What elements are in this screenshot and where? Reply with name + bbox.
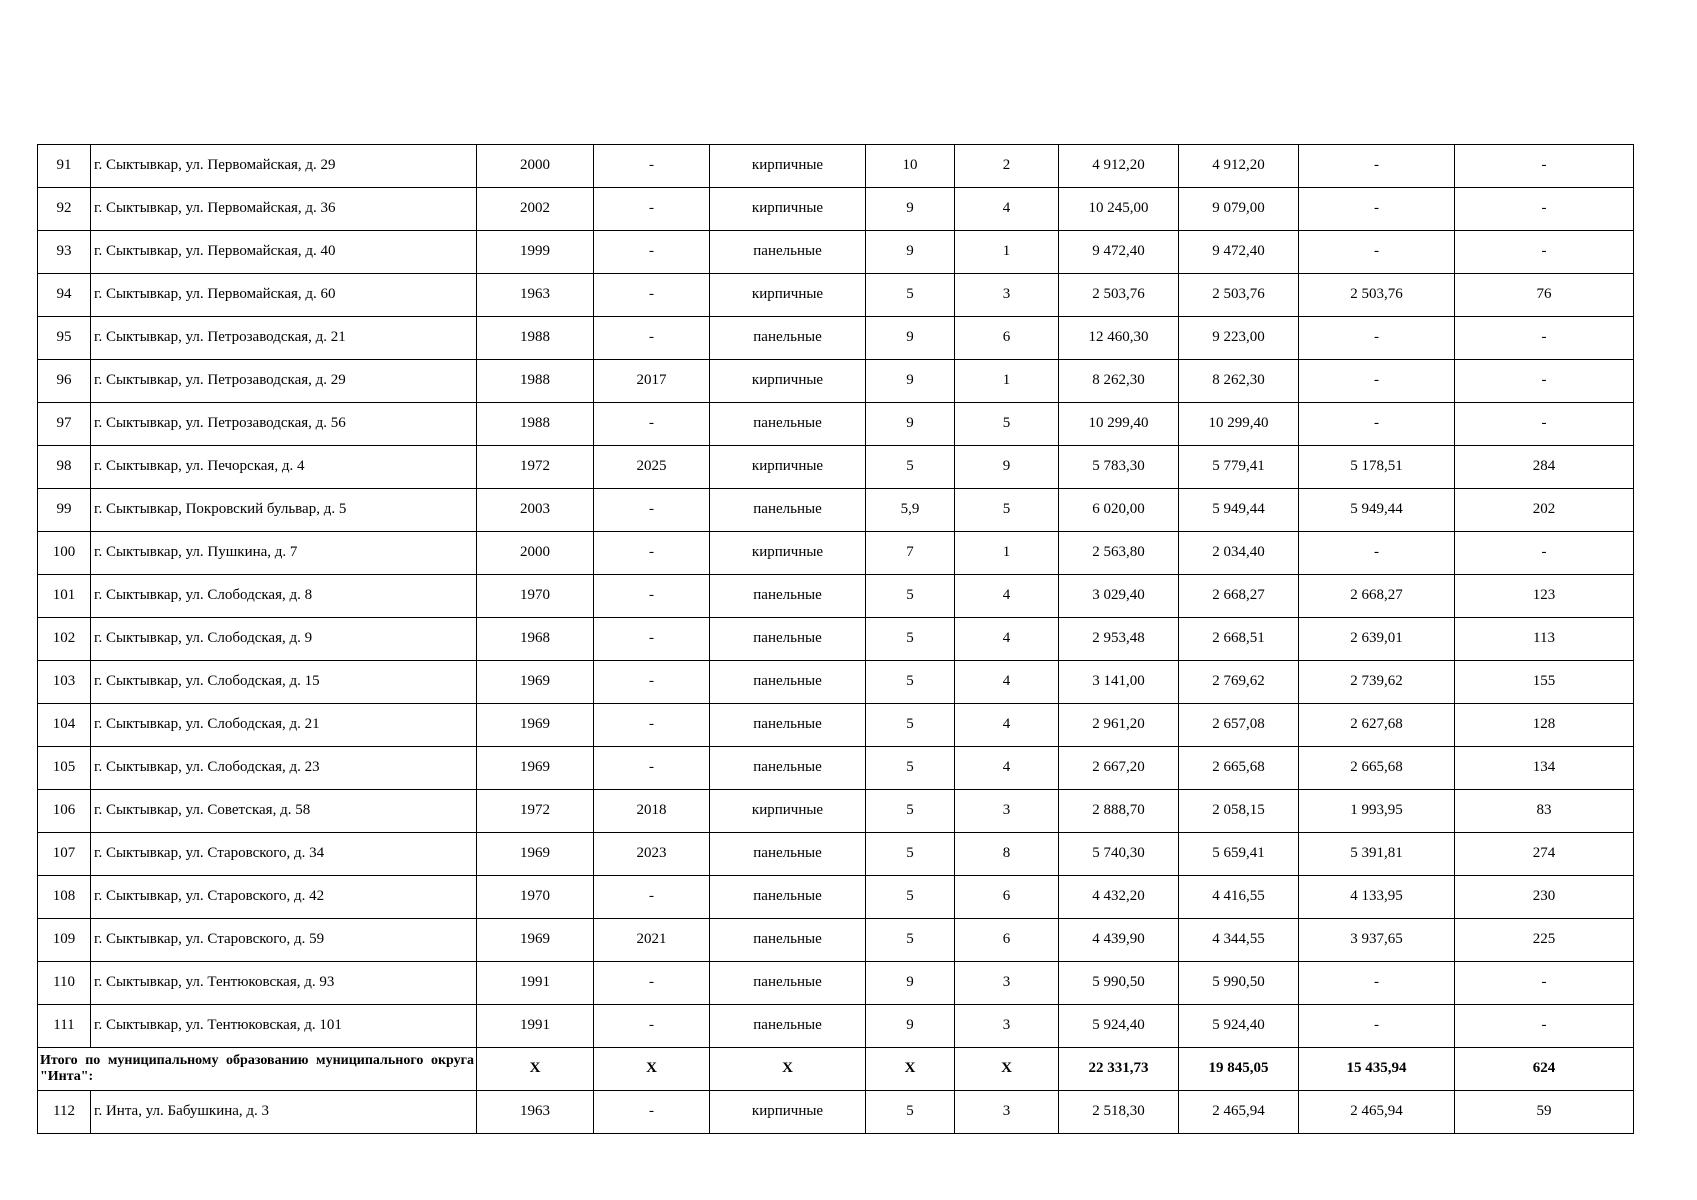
cell-year-built: 2003 — [477, 489, 594, 532]
cell-number: 101 — [38, 575, 91, 618]
cell-floors: 5 — [866, 833, 955, 876]
cell-floors: 5 — [866, 618, 955, 661]
cell-total-area: 2 953,48 — [1059, 618, 1179, 661]
cell-wall-material: кирпичные — [710, 446, 866, 489]
cell-total-area: 10 299,40 — [1059, 403, 1179, 446]
cell-entrances: 3 — [955, 274, 1059, 317]
cell-residents: 134 — [1455, 747, 1634, 790]
table-row — [38, 360, 1634, 403]
cell-year-overhaul: - — [594, 317, 710, 360]
cell-residents: 225 — [1455, 919, 1634, 962]
cell-address: г. Сыктывкар, ул. Слободская, д. 15 — [91, 661, 477, 704]
cell-total-area: 2 563,80 — [1059, 532, 1179, 575]
cell-year-built: 1988 — [477, 360, 594, 403]
cell-year-overhaul: 2023 — [594, 833, 710, 876]
cell-area-a: 4 912,20 — [1179, 145, 1299, 188]
subtotal-floors: X — [866, 1048, 955, 1091]
cell-year-overhaul: 2018 — [594, 790, 710, 833]
subtotal-area-a: 19 845,05 — [1179, 1048, 1299, 1091]
cell-address: г. Сыктывкар, ул. Тентюковская, д. 93 — [91, 962, 477, 1005]
cell-area-a: 2 668,27 — [1179, 575, 1299, 618]
cell-address: г. Сыктывкар, ул. Пушкина, д. 7 — [91, 532, 477, 575]
cell-residents: 83 — [1455, 790, 1634, 833]
table-row — [38, 790, 1634, 833]
cell-total-area: 2 503,76 — [1059, 274, 1179, 317]
cell-year-built: 1968 — [477, 618, 594, 661]
subtotal-area-b: 15 435,94 — [1299, 1048, 1455, 1091]
cell-entrances: 2 — [955, 145, 1059, 188]
cell-area-b: 3 937,65 — [1299, 919, 1455, 962]
cell-number: 106 — [38, 790, 91, 833]
cell-address: г. Сыктывкар, ул. Слободская, д. 21 — [91, 704, 477, 747]
cell-floors: 5 — [866, 661, 955, 704]
cell-year-overhaul: - — [594, 231, 710, 274]
cell-area-a: 9 223,00 — [1179, 317, 1299, 360]
cell-year-overhaul: - — [594, 188, 710, 231]
subtotal-year-overhaul: X — [594, 1048, 710, 1091]
cell-area-a: 5 990,50 — [1179, 962, 1299, 1005]
cell-area-a: 9 472,40 — [1179, 231, 1299, 274]
cell-area-b: 2 739,62 — [1299, 661, 1455, 704]
cell-address: г. Сыктывкар, ул. Тентюковская, д. 101 — [91, 1005, 477, 1048]
cell-area-a: 2 465,94 — [1179, 1091, 1299, 1134]
table-row — [38, 403, 1634, 446]
cell-address: г. Сыктывкар, ул. Первомайская, д. 40 — [91, 231, 477, 274]
cell-number: 108 — [38, 876, 91, 919]
cell-area-b: - — [1299, 188, 1455, 231]
subtotal-residents: 624 — [1455, 1048, 1634, 1091]
cell-area-b: 5 178,51 — [1299, 446, 1455, 489]
cell-residents: 128 — [1455, 704, 1634, 747]
cell-area-b: 2 503,76 — [1299, 274, 1455, 317]
cell-number: 95 — [38, 317, 91, 360]
cell-residents: 230 — [1455, 876, 1634, 919]
cell-number: 111 — [38, 1005, 91, 1048]
cell-address: г. Сыктывкар, ул. Первомайская, д. 36 — [91, 188, 477, 231]
cell-wall-material: панельные — [710, 489, 866, 532]
cell-area-a: 2 058,15 — [1179, 790, 1299, 833]
cell-wall-material: панельные — [710, 317, 866, 360]
cell-address: г. Сыктывкар, ул. Петрозаводская, д. 29 — [91, 360, 477, 403]
cell-floors: 7 — [866, 532, 955, 575]
cell-wall-material: панельные — [710, 661, 866, 704]
cell-entrances: 5 — [955, 489, 1059, 532]
cell-floors: 5 — [866, 747, 955, 790]
cell-total-area: 10 245,00 — [1059, 188, 1179, 231]
cell-address: г. Сыктывкар, ул. Первомайская, д. 29 — [91, 145, 477, 188]
cell-address: г. Сыктывкар, Покровский бульвар, д. 5 — [91, 489, 477, 532]
cell-area-b: 1 993,95 — [1299, 790, 1455, 833]
cell-number: 99 — [38, 489, 91, 532]
cell-entrances: 3 — [955, 790, 1059, 833]
cell-year-overhaul: - — [594, 1005, 710, 1048]
cell-floors: 5 — [866, 446, 955, 489]
table-body — [38, 145, 1634, 1134]
cell-wall-material: панельные — [710, 747, 866, 790]
cell-address: г. Сыктывкар, ул. Первомайская, д. 60 — [91, 274, 477, 317]
cell-year-built: 1991 — [477, 1005, 594, 1048]
cell-wall-material: панельные — [710, 876, 866, 919]
cell-residents: - — [1455, 532, 1634, 575]
cell-total-area: 2 888,70 — [1059, 790, 1179, 833]
cell-floors: 5 — [866, 876, 955, 919]
cell-year-overhaul: - — [594, 145, 710, 188]
cell-wall-material: панельные — [710, 575, 866, 618]
cell-area-a: 2 034,40 — [1179, 532, 1299, 575]
cell-floors: 5 — [866, 704, 955, 747]
table-row — [38, 919, 1634, 962]
table-row — [38, 1091, 1634, 1134]
table-row — [38, 145, 1634, 188]
cell-area-b: - — [1299, 532, 1455, 575]
cell-number: 109 — [38, 919, 91, 962]
cell-year-built: 1969 — [477, 661, 594, 704]
cell-total-area: 4 912,20 — [1059, 145, 1179, 188]
cell-total-area: 5 783,30 — [1059, 446, 1179, 489]
cell-residents: 274 — [1455, 833, 1634, 876]
cell-year-built: 1999 — [477, 231, 594, 274]
cell-area-b: - — [1299, 317, 1455, 360]
cell-wall-material: панельные — [710, 962, 866, 1005]
table-row — [38, 489, 1634, 532]
cell-area-b: 4 133,95 — [1299, 876, 1455, 919]
cell-address: г. Сыктывкар, ул. Слободская, д. 9 — [91, 618, 477, 661]
cell-year-overhaul: - — [594, 1091, 710, 1134]
cell-number: 98 — [38, 446, 91, 489]
cell-year-built: 2000 — [477, 145, 594, 188]
cell-year-built: 1963 — [477, 1091, 594, 1134]
cell-entrances: 4 — [955, 661, 1059, 704]
cell-floors: 9 — [866, 360, 955, 403]
cell-address: г. Сыктывкар, ул. Петрозаводская, д. 21 — [91, 317, 477, 360]
cell-address: г. Сыктывкар, ул. Слободская, д. 8 — [91, 575, 477, 618]
cell-entrances: 1 — [955, 231, 1059, 274]
subtotal-row — [38, 1048, 1634, 1091]
cell-address: г. Сыктывкар, ул. Слободская, д. 23 — [91, 747, 477, 790]
cell-number: 97 — [38, 403, 91, 446]
table-row — [38, 274, 1634, 317]
cell-total-area: 2 667,20 — [1059, 747, 1179, 790]
cell-residents: 284 — [1455, 446, 1634, 489]
cell-area-a: 9 079,00 — [1179, 188, 1299, 231]
cell-total-area: 8 262,30 — [1059, 360, 1179, 403]
cell-entrances: 3 — [955, 962, 1059, 1005]
cell-number: 100 — [38, 532, 91, 575]
cell-total-area: 5 990,50 — [1059, 962, 1179, 1005]
cell-area-b: - — [1299, 231, 1455, 274]
cell-area-a: 5 924,40 — [1179, 1005, 1299, 1048]
cell-area-a: 2 668,51 — [1179, 618, 1299, 661]
cell-year-overhaul: - — [594, 704, 710, 747]
cell-wall-material: панельные — [710, 919, 866, 962]
cell-wall-material: кирпичные — [710, 532, 866, 575]
cell-year-overhaul: - — [594, 618, 710, 661]
cell-area-a: 5 779,41 — [1179, 446, 1299, 489]
cell-entrances: 4 — [955, 704, 1059, 747]
cell-area-b: 2 465,94 — [1299, 1091, 1455, 1134]
table-row — [38, 833, 1634, 876]
cell-address: г. Сыктывкар, ул. Петрозаводская, д. 56 — [91, 403, 477, 446]
cell-entrances: 1 — [955, 360, 1059, 403]
cell-address: г. Сыктывкар, ул. Старовского, д. 59 — [91, 919, 477, 962]
cell-residents: - — [1455, 145, 1634, 188]
cell-total-area: 2 518,30 — [1059, 1091, 1179, 1134]
table-row — [38, 747, 1634, 790]
cell-year-built: 1991 — [477, 962, 594, 1005]
cell-area-b: 2 668,27 — [1299, 575, 1455, 618]
cell-year-overhaul: - — [594, 532, 710, 575]
cell-floors: 5 — [866, 274, 955, 317]
subtotal-year-built: X — [477, 1048, 594, 1091]
cell-residents: - — [1455, 188, 1634, 231]
cell-year-overhaul: - — [594, 876, 710, 919]
cell-area-b: - — [1299, 145, 1455, 188]
cell-residents: 76 — [1455, 274, 1634, 317]
cell-floors: 9 — [866, 317, 955, 360]
cell-number: 102 — [38, 618, 91, 661]
cell-year-built: 1988 — [477, 403, 594, 446]
cell-year-built: 1988 — [477, 317, 594, 360]
subtotal-entrances: X — [955, 1048, 1059, 1091]
cell-wall-material: панельные — [710, 231, 866, 274]
cell-year-built: 1970 — [477, 876, 594, 919]
cell-wall-material: кирпичные — [710, 360, 866, 403]
cell-area-b: 2 627,68 — [1299, 704, 1455, 747]
cell-wall-material: кирпичные — [710, 188, 866, 231]
cell-number: 105 — [38, 747, 91, 790]
cell-residents: 155 — [1455, 661, 1634, 704]
cell-year-built: 1969 — [477, 919, 594, 962]
cell-number: 112 — [38, 1091, 91, 1134]
cell-area-b: - — [1299, 403, 1455, 446]
cell-year-overhaul: 2021 — [594, 919, 710, 962]
cell-area-a: 5 949,44 — [1179, 489, 1299, 532]
cell-number: 110 — [38, 962, 91, 1005]
cell-wall-material: кирпичные — [710, 145, 866, 188]
cell-number: 93 — [38, 231, 91, 274]
cell-year-overhaul: 2017 — [594, 360, 710, 403]
cell-area-b: - — [1299, 1005, 1455, 1048]
cell-entrances: 8 — [955, 833, 1059, 876]
cell-residents: 123 — [1455, 575, 1634, 618]
cell-area-b: - — [1299, 360, 1455, 403]
subtotal-total-area: 22 331,73 — [1059, 1048, 1179, 1091]
cell-year-overhaul: - — [594, 403, 710, 446]
cell-address: г. Инта, ул. Бабушкина, д. 3 — [91, 1091, 477, 1134]
cell-area-a: 10 299,40 — [1179, 403, 1299, 446]
cell-total-area: 5 740,30 — [1059, 833, 1179, 876]
cell-floors: 5 — [866, 575, 955, 618]
cell-residents: 59 — [1455, 1091, 1634, 1134]
cell-wall-material: панельные — [710, 1005, 866, 1048]
cell-total-area: 12 460,30 — [1059, 317, 1179, 360]
cell-area-a: 8 262,30 — [1179, 360, 1299, 403]
cell-year-overhaul: - — [594, 962, 710, 1005]
cell-entrances: 4 — [955, 618, 1059, 661]
cell-area-b: 2 639,01 — [1299, 618, 1455, 661]
cell-area-b: - — [1299, 962, 1455, 1005]
cell-residents: - — [1455, 962, 1634, 1005]
cell-year-overhaul: - — [594, 747, 710, 790]
cell-total-area: 3 029,40 — [1059, 575, 1179, 618]
cell-wall-material: панельные — [710, 704, 866, 747]
table-row — [38, 231, 1634, 274]
table-row — [38, 876, 1634, 919]
cell-entrances: 4 — [955, 747, 1059, 790]
cell-year-built: 1969 — [477, 747, 594, 790]
cell-year-overhaul: 2025 — [594, 446, 710, 489]
table-row — [38, 575, 1634, 618]
cell-total-area: 4 439,90 — [1059, 919, 1179, 962]
cell-entrances: 6 — [955, 876, 1059, 919]
cell-entrances: 1 — [955, 532, 1059, 575]
cell-residents: 113 — [1455, 618, 1634, 661]
cell-year-built: 1969 — [477, 704, 594, 747]
table-row — [38, 532, 1634, 575]
cell-area-a: 4 416,55 — [1179, 876, 1299, 919]
table-row — [38, 317, 1634, 360]
cell-year-built: 1972 — [477, 446, 594, 489]
cell-floors: 5 — [866, 919, 955, 962]
cell-address: г. Сыктывкар, ул. Печорская, д. 4 — [91, 446, 477, 489]
cell-address: г. Сыктывкар, ул. Старовского, д. 42 — [91, 876, 477, 919]
cell-floors: 5 — [866, 790, 955, 833]
cell-floors: 5 — [866, 1091, 955, 1134]
subtotal-wall-material: X — [710, 1048, 866, 1091]
cell-entrances: 5 — [955, 403, 1059, 446]
cell-area-a: 2 503,76 — [1179, 274, 1299, 317]
cell-entrances: 6 — [955, 317, 1059, 360]
table-row — [38, 661, 1634, 704]
table-row — [38, 1005, 1634, 1048]
cell-number: 104 — [38, 704, 91, 747]
cell-area-b: 5 391,81 — [1299, 833, 1455, 876]
cell-total-area: 6 020,00 — [1059, 489, 1179, 532]
cell-number: 91 — [38, 145, 91, 188]
cell-total-area: 4 432,20 — [1059, 876, 1179, 919]
cell-floors: 9 — [866, 403, 955, 446]
cell-year-overhaul: - — [594, 274, 710, 317]
table-row — [38, 618, 1634, 661]
cell-total-area: 9 472,40 — [1059, 231, 1179, 274]
cell-wall-material: панельные — [710, 403, 866, 446]
cell-wall-material: панельные — [710, 618, 866, 661]
cell-area-a: 2 657,08 — [1179, 704, 1299, 747]
cell-entrances: 6 — [955, 919, 1059, 962]
cell-area-a: 4 344,55 — [1179, 919, 1299, 962]
cell-entrances: 3 — [955, 1091, 1059, 1134]
cell-year-built: 1963 — [477, 274, 594, 317]
cell-year-built: 2000 — [477, 532, 594, 575]
cell-area-b: 5 949,44 — [1299, 489, 1455, 532]
cell-wall-material: панельные — [710, 833, 866, 876]
cell-wall-material: кирпичные — [710, 790, 866, 833]
cell-year-built: 1969 — [477, 833, 594, 876]
cell-residents: - — [1455, 231, 1634, 274]
housing-registry-table — [37, 144, 1634, 1134]
cell-number: 92 — [38, 188, 91, 231]
cell-area-a: 5 659,41 — [1179, 833, 1299, 876]
cell-area-a: 2 665,68 — [1179, 747, 1299, 790]
cell-address: г. Сыктывкар, ул. Старовского, д. 34 — [91, 833, 477, 876]
cell-floors: 9 — [866, 231, 955, 274]
cell-address: г. Сыктывкар, ул. Советская, д. 58 — [91, 790, 477, 833]
cell-year-overhaul: - — [594, 661, 710, 704]
cell-entrances: 3 — [955, 1005, 1059, 1048]
cell-residents: - — [1455, 360, 1634, 403]
cell-area-b: 2 665,68 — [1299, 747, 1455, 790]
cell-residents: - — [1455, 403, 1634, 446]
cell-year-overhaul: - — [594, 489, 710, 532]
cell-total-area: 5 924,40 — [1059, 1005, 1179, 1048]
cell-floors: 9 — [866, 962, 955, 1005]
table-row — [38, 704, 1634, 747]
table-row — [38, 962, 1634, 1005]
cell-wall-material: кирпичные — [710, 274, 866, 317]
table-row — [38, 188, 1634, 231]
cell-year-built: 1970 — [477, 575, 594, 618]
cell-number: 96 — [38, 360, 91, 403]
cell-number: 94 — [38, 274, 91, 317]
cell-residents: 202 — [1455, 489, 1634, 532]
cell-wall-material: кирпичные — [710, 1091, 866, 1134]
cell-year-built: 1972 — [477, 790, 594, 833]
subtotal-label: Итого по муниципальному образованию муниципального округа "Инта": — [38, 1048, 477, 1091]
cell-floors: 5,9 — [866, 489, 955, 532]
cell-total-area: 2 961,20 — [1059, 704, 1179, 747]
cell-total-area: 3 141,00 — [1059, 661, 1179, 704]
cell-entrances: 4 — [955, 188, 1059, 231]
cell-entrances: 9 — [955, 446, 1059, 489]
cell-year-overhaul: - — [594, 575, 710, 618]
cell-number: 107 — [38, 833, 91, 876]
cell-entrances: 4 — [955, 575, 1059, 618]
cell-residents: - — [1455, 1005, 1634, 1048]
cell-floors: 10 — [866, 145, 955, 188]
cell-year-built: 2002 — [477, 188, 594, 231]
cell-number: 103 — [38, 661, 91, 704]
cell-floors: 9 — [866, 1005, 955, 1048]
cell-residents: - — [1455, 317, 1634, 360]
cell-area-a: 2 769,62 — [1179, 661, 1299, 704]
cell-floors: 9 — [866, 188, 955, 231]
table-row — [38, 446, 1634, 489]
